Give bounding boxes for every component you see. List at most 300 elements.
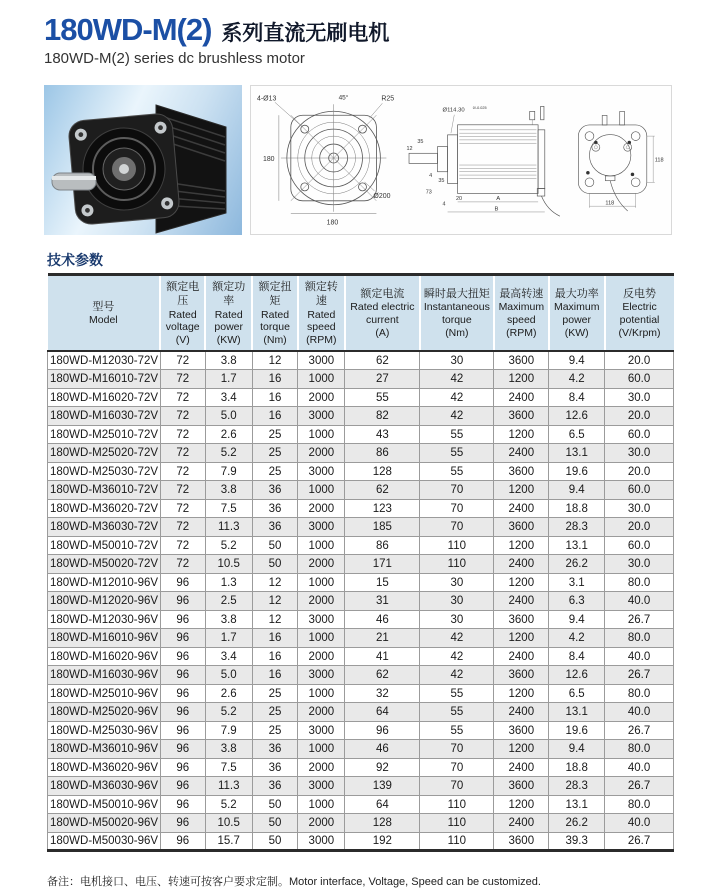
- value-cell: 3600: [494, 721, 549, 740]
- table-row: [48, 573, 674, 592]
- value-cell: 1200: [494, 740, 549, 759]
- value-cell: 25: [252, 444, 298, 463]
- motor-photo-illustration: [44, 85, 242, 235]
- value-cell: 3.4: [205, 388, 252, 407]
- value-cell: 1000: [298, 684, 345, 703]
- model-cell: 180WD-M50030-96V: [48, 832, 161, 851]
- value-cell: 1200: [494, 536, 549, 555]
- dim-shaft-35: 35: [417, 139, 424, 146]
- value-cell: 26.7: [605, 721, 674, 740]
- value-cell: 2.5: [205, 592, 252, 611]
- value-cell: 70: [420, 499, 494, 518]
- value-cell: 60.0: [605, 481, 674, 500]
- value-cell: 2.6: [205, 425, 252, 444]
- value-cell: 26.2: [549, 555, 605, 574]
- value-cell: 20.0: [605, 351, 674, 370]
- value-cell: 40.0: [605, 814, 674, 833]
- table-row: [48, 388, 674, 407]
- table-row: [48, 444, 674, 463]
- value-cell: 13.1: [549, 444, 605, 463]
- value-cell: 16: [252, 388, 298, 407]
- value-cell: 2000: [298, 592, 345, 611]
- value-cell: 70: [420, 777, 494, 796]
- table-row: [48, 795, 674, 814]
- dim-step-35: 35: [438, 177, 445, 184]
- value-cell: 2000: [298, 647, 345, 666]
- model-cell: 180WD-M16030-72V: [48, 407, 161, 426]
- model-cell: 180WD-M25020-96V: [48, 703, 161, 722]
- spec-table-body: [48, 351, 674, 851]
- value-cell: 96: [160, 740, 205, 759]
- value-cell: 55: [420, 721, 494, 740]
- value-cell: 70: [420, 518, 494, 537]
- table-row: [48, 499, 674, 518]
- value-cell: 1000: [298, 629, 345, 648]
- value-cell: 12.6: [549, 407, 605, 426]
- dim-flange-4: 4: [442, 201, 446, 208]
- value-cell: 20.0: [605, 462, 674, 481]
- value-cell: 72: [160, 462, 205, 481]
- column-header: 瞬时最大扭矩 Instantaneous torque (Nm): [420, 275, 494, 352]
- value-cell: 36: [252, 518, 298, 537]
- value-cell: 50: [252, 555, 298, 574]
- value-cell: 30: [420, 610, 494, 629]
- column-header: 型号 Model: [48, 275, 161, 352]
- value-cell: 36: [252, 777, 298, 796]
- media-row: [44, 85, 674, 235]
- value-cell: 1200: [494, 573, 549, 592]
- value-cell: 3000: [298, 832, 345, 851]
- value-cell: 26.7: [605, 666, 674, 685]
- value-cell: 72: [160, 444, 205, 463]
- model-cell: 180WD-M25020-72V: [48, 444, 161, 463]
- value-cell: 3.8: [205, 610, 252, 629]
- dim-label-corner-radius: R25: [381, 95, 395, 103]
- value-cell: 1000: [298, 740, 345, 759]
- value-cell: 128: [345, 462, 420, 481]
- table-row: [48, 407, 674, 426]
- value-cell: 3.8: [205, 481, 252, 500]
- value-cell: 46: [345, 610, 420, 629]
- value-cell: 3.8: [205, 740, 252, 759]
- model-cell: 180WD-M25010-96V: [48, 684, 161, 703]
- value-cell: 30: [420, 573, 494, 592]
- value-cell: 55: [420, 425, 494, 444]
- table-row: [48, 351, 674, 370]
- value-cell: 13.1: [549, 703, 605, 722]
- value-cell: 3000: [298, 721, 345, 740]
- value-cell: 42: [420, 370, 494, 389]
- value-cell: 43: [345, 425, 420, 444]
- value-cell: 20.0: [605, 407, 674, 426]
- drawing-side-view: [404, 88, 563, 232]
- value-cell: 3000: [298, 351, 345, 370]
- value-cell: 3000: [298, 777, 345, 796]
- table-row: [48, 610, 674, 629]
- value-cell: 12.6: [549, 666, 605, 685]
- value-cell: 1000: [298, 795, 345, 814]
- value-cell: 30.0: [605, 388, 674, 407]
- value-cell: 2400: [494, 814, 549, 833]
- value-cell: 28.3: [549, 518, 605, 537]
- value-cell: 123: [345, 499, 420, 518]
- value-cell: 1200: [494, 795, 549, 814]
- value-cell: 7.5: [205, 758, 252, 777]
- value-cell: 25: [252, 462, 298, 481]
- value-cell: 60.0: [605, 370, 674, 389]
- value-cell: 30.0: [605, 555, 674, 574]
- technical-drawings: [250, 85, 672, 235]
- dim-total-length-B: B: [494, 206, 499, 213]
- value-cell: 1200: [494, 370, 549, 389]
- value-cell: 25: [252, 721, 298, 740]
- value-cell: 171: [345, 555, 420, 574]
- value-cell: 41: [345, 647, 420, 666]
- value-cell: 3600: [494, 777, 549, 796]
- value-cell: 8.4: [549, 647, 605, 666]
- value-cell: 5.2: [205, 444, 252, 463]
- value-cell: 9.4: [549, 481, 605, 500]
- table-row: [48, 592, 674, 611]
- value-cell: 5.2: [205, 703, 252, 722]
- table-row: [48, 721, 674, 740]
- table-row: [48, 703, 674, 722]
- value-cell: 40.0: [605, 647, 674, 666]
- value-cell: 1.7: [205, 629, 252, 648]
- value-cell: 16: [252, 647, 298, 666]
- value-cell: 18.8: [549, 758, 605, 777]
- value-cell: 55: [420, 462, 494, 481]
- series-title-zh: 系列直流无刷电机: [221, 22, 390, 45]
- model-cell: 180WD-M12020-96V: [48, 592, 161, 611]
- value-cell: 62: [345, 351, 420, 370]
- value-cell: 26.2: [549, 814, 605, 833]
- value-cell: 3600: [494, 462, 549, 481]
- value-cell: 55: [420, 684, 494, 703]
- value-cell: 16: [252, 407, 298, 426]
- column-header: 额定电流 Rated electric current (A): [345, 275, 420, 352]
- value-cell: 60.0: [605, 425, 674, 444]
- value-cell: 64: [345, 703, 420, 722]
- value-cell: 2000: [298, 703, 345, 722]
- dim-flange-20: 20: [456, 196, 463, 203]
- drawing-front-view: [255, 88, 404, 232]
- table-row: [48, 666, 674, 685]
- value-cell: 72: [160, 370, 205, 389]
- value-cell: 15.7: [205, 832, 252, 851]
- value-cell: 72: [160, 499, 205, 518]
- value-cell: 2400: [494, 444, 549, 463]
- value-cell: 96: [160, 832, 205, 851]
- column-header: 最大功率 Maximum power (KW): [549, 275, 605, 352]
- value-cell: 110: [420, 814, 494, 833]
- value-cell: 19.6: [549, 721, 605, 740]
- value-cell: 2400: [494, 758, 549, 777]
- value-cell: 96: [160, 647, 205, 666]
- drawing-rear-view: [564, 88, 668, 232]
- value-cell: 5.0: [205, 666, 252, 685]
- value-cell: 2400: [494, 388, 549, 407]
- value-cell: 96: [160, 795, 205, 814]
- value-cell: 96: [160, 684, 205, 703]
- value-cell: 1.7: [205, 370, 252, 389]
- value-cell: 1.3: [205, 573, 252, 592]
- value-cell: 72: [160, 425, 205, 444]
- value-cell: 96: [160, 777, 205, 796]
- model-cell: 180WD-M36020-72V: [48, 499, 161, 518]
- value-cell: 6.3: [549, 592, 605, 611]
- column-header: 反电势 Electric potential (V/Krpm): [605, 275, 674, 352]
- value-cell: 10.5: [205, 814, 252, 833]
- value-cell: 92: [345, 758, 420, 777]
- value-cell: 36: [252, 758, 298, 777]
- value-cell: 9.4: [549, 740, 605, 759]
- value-cell: 19.6: [549, 462, 605, 481]
- value-cell: 25: [252, 425, 298, 444]
- table-row: [48, 481, 674, 500]
- value-cell: 20.0: [605, 518, 674, 537]
- value-cell: 8.4: [549, 388, 605, 407]
- value-cell: 72: [160, 351, 205, 370]
- value-cell: 96: [160, 721, 205, 740]
- value-cell: 3600: [494, 407, 549, 426]
- value-cell: 96: [160, 666, 205, 685]
- value-cell: 2400: [494, 647, 549, 666]
- dim-flange-height: 180: [262, 155, 275, 163]
- dim-spigot-tolerance: 0/-0.025: [473, 105, 487, 110]
- value-cell: 27: [345, 370, 420, 389]
- dim-spigot-diameter: Ø114.30: [442, 107, 465, 114]
- value-cell: 36: [252, 499, 298, 518]
- value-cell: 70: [420, 481, 494, 500]
- value-cell: 72: [160, 388, 205, 407]
- value-cell: 3000: [298, 610, 345, 629]
- value-cell: 96: [160, 573, 205, 592]
- value-cell: 96: [160, 703, 205, 722]
- value-cell: 42: [420, 666, 494, 685]
- model-cell: 180WD-M16010-72V: [48, 370, 161, 389]
- dim-front-73: 73: [426, 189, 433, 196]
- value-cell: 2400: [494, 703, 549, 722]
- value-cell: 50: [252, 795, 298, 814]
- column-header: 额定扭矩 Rated torque (Nm): [252, 275, 298, 352]
- value-cell: 50: [252, 536, 298, 555]
- value-cell: 82: [345, 407, 420, 426]
- model-cell: 180WD-M50020-72V: [48, 555, 161, 574]
- value-cell: 110: [420, 555, 494, 574]
- value-cell: 96: [160, 814, 205, 833]
- value-cell: 42: [420, 629, 494, 648]
- value-cell: 6.5: [549, 425, 605, 444]
- dim-step-4: 4: [429, 172, 433, 179]
- value-cell: 1200: [494, 425, 549, 444]
- column-header: 额定功率 Rated power (KW): [205, 275, 252, 352]
- value-cell: 2000: [298, 499, 345, 518]
- table-row: [48, 536, 674, 555]
- value-cell: 64: [345, 795, 420, 814]
- model-cell: 180WD-M25030-96V: [48, 721, 161, 740]
- value-cell: 86: [345, 444, 420, 463]
- value-cell: 2.6: [205, 684, 252, 703]
- value-cell: 50: [252, 814, 298, 833]
- series-subtitle: 180WD-M(2) series dc brushless motor: [44, 50, 305, 67]
- value-cell: 185: [345, 518, 420, 537]
- value-cell: 80.0: [605, 795, 674, 814]
- value-cell: 2000: [298, 555, 345, 574]
- value-cell: 72: [160, 407, 205, 426]
- value-cell: 12: [252, 610, 298, 629]
- value-cell: 30.0: [605, 499, 674, 518]
- value-cell: 3.1: [549, 573, 605, 592]
- value-cell: 192: [345, 832, 420, 851]
- value-cell: 55: [345, 388, 420, 407]
- value-cell: 3600: [494, 832, 549, 851]
- value-cell: 3000: [298, 518, 345, 537]
- model-cell: 180WD-M16030-96V: [48, 666, 161, 685]
- column-header: 最高转速 Maximum speed (RPM): [494, 275, 549, 352]
- value-cell: 1200: [494, 629, 549, 648]
- column-header: 额定电压 Rated voltage (V): [160, 275, 205, 352]
- value-cell: 16: [252, 666, 298, 685]
- table-row: [48, 647, 674, 666]
- value-cell: 2000: [298, 814, 345, 833]
- value-cell: 28.3: [549, 777, 605, 796]
- value-cell: 72: [160, 536, 205, 555]
- value-cell: 1000: [298, 425, 345, 444]
- spec-table-head: [48, 275, 674, 352]
- value-cell: 2400: [494, 555, 549, 574]
- value-cell: 36: [252, 740, 298, 759]
- value-cell: 7.9: [205, 721, 252, 740]
- value-cell: 30: [420, 592, 494, 611]
- value-cell: 72: [160, 481, 205, 500]
- model-cell: 180WD-M36010-72V: [48, 481, 161, 500]
- value-cell: 2000: [298, 388, 345, 407]
- value-cell: 55: [420, 444, 494, 463]
- value-cell: 2000: [298, 444, 345, 463]
- value-cell: 39.3: [549, 832, 605, 851]
- value-cell: 3000: [298, 462, 345, 481]
- dim-flange-width: 180: [326, 219, 339, 227]
- value-cell: 1000: [298, 536, 345, 555]
- value-cell: 26.7: [605, 610, 674, 629]
- dim-label-outer-diameter: Ø200: [373, 192, 391, 200]
- value-cell: 21: [345, 629, 420, 648]
- value-cell: 72: [160, 518, 205, 537]
- value-cell: 3000: [298, 407, 345, 426]
- value-cell: 25: [252, 684, 298, 703]
- model-cell: 180WD-M16020-72V: [48, 388, 161, 407]
- value-cell: 3.8: [205, 351, 252, 370]
- value-cell: 5.2: [205, 536, 252, 555]
- value-cell: 31: [345, 592, 420, 611]
- value-cell: 70: [420, 740, 494, 759]
- value-cell: 62: [345, 666, 420, 685]
- dim-shaft-12: 12: [406, 145, 413, 152]
- value-cell: 12: [252, 592, 298, 611]
- value-cell: 110: [420, 795, 494, 814]
- header-row: [48, 275, 674, 352]
- value-cell: 9.4: [549, 610, 605, 629]
- value-cell: 4.2: [549, 370, 605, 389]
- value-cell: 7.5: [205, 499, 252, 518]
- section-title: 技术参数: [47, 252, 103, 268]
- value-cell: 30.0: [605, 444, 674, 463]
- table-row: [48, 629, 674, 648]
- value-cell: 40.0: [605, 703, 674, 722]
- table-row: [48, 462, 674, 481]
- value-cell: 11.3: [205, 777, 252, 796]
- value-cell: 12: [252, 573, 298, 592]
- table-row: [48, 832, 674, 851]
- value-cell: 72: [160, 555, 205, 574]
- table-row: [48, 370, 674, 389]
- value-cell: 3600: [494, 666, 549, 685]
- value-cell: 2400: [494, 499, 549, 518]
- value-cell: 1000: [298, 370, 345, 389]
- table-row: [48, 777, 674, 796]
- value-cell: 2400: [494, 592, 549, 611]
- value-cell: 11.3: [205, 518, 252, 537]
- value-cell: 60.0: [605, 536, 674, 555]
- value-cell: 16: [252, 370, 298, 389]
- value-cell: 25: [252, 703, 298, 722]
- value-cell: 3000: [298, 666, 345, 685]
- value-cell: 4.2: [549, 629, 605, 648]
- value-cell: 96: [160, 758, 205, 777]
- value-cell: 32: [345, 684, 420, 703]
- value-cell: 40.0: [605, 592, 674, 611]
- value-cell: 50: [252, 832, 298, 851]
- table-row: [48, 684, 674, 703]
- value-cell: 1200: [494, 684, 549, 703]
- value-cell: 3600: [494, 351, 549, 370]
- value-cell: 12: [252, 351, 298, 370]
- dim-body-length-A: A: [496, 196, 501, 203]
- model-cell: 180WD-M50010-96V: [48, 795, 161, 814]
- value-cell: 110: [420, 536, 494, 555]
- value-cell: 40.0: [605, 758, 674, 777]
- value-cell: 13.1: [549, 795, 605, 814]
- value-cell: 1000: [298, 481, 345, 500]
- motor-photo: [44, 85, 242, 235]
- value-cell: 96: [160, 629, 205, 648]
- value-cell: 3600: [494, 610, 549, 629]
- value-cell: 128: [345, 814, 420, 833]
- dim-rear-width-118: 118: [604, 200, 614, 207]
- table-row: [48, 555, 674, 574]
- value-cell: 18.8: [549, 499, 605, 518]
- model-cell: 180WD-M12030-72V: [48, 351, 161, 370]
- table-row: [48, 425, 674, 444]
- model-cell: 180WD-M50010-72V: [48, 536, 161, 555]
- value-cell: 80.0: [605, 573, 674, 592]
- value-cell: 80.0: [605, 740, 674, 759]
- value-cell: 6.5: [549, 684, 605, 703]
- model-cell: 180WD-M36010-96V: [48, 740, 161, 759]
- model-cell: 180WD-M25010-72V: [48, 425, 161, 444]
- dim-label-angle: 45°: [338, 94, 349, 102]
- value-cell: 80.0: [605, 629, 674, 648]
- value-cell: 1200: [494, 481, 549, 500]
- value-cell: 9.4: [549, 351, 605, 370]
- value-cell: 5.0: [205, 407, 252, 426]
- dim-label-bolt-holes: 4-Ø13: [256, 95, 277, 103]
- value-cell: 96: [160, 610, 205, 629]
- value-cell: 7.9: [205, 462, 252, 481]
- value-cell: 96: [345, 721, 420, 740]
- value-cell: 36: [252, 481, 298, 500]
